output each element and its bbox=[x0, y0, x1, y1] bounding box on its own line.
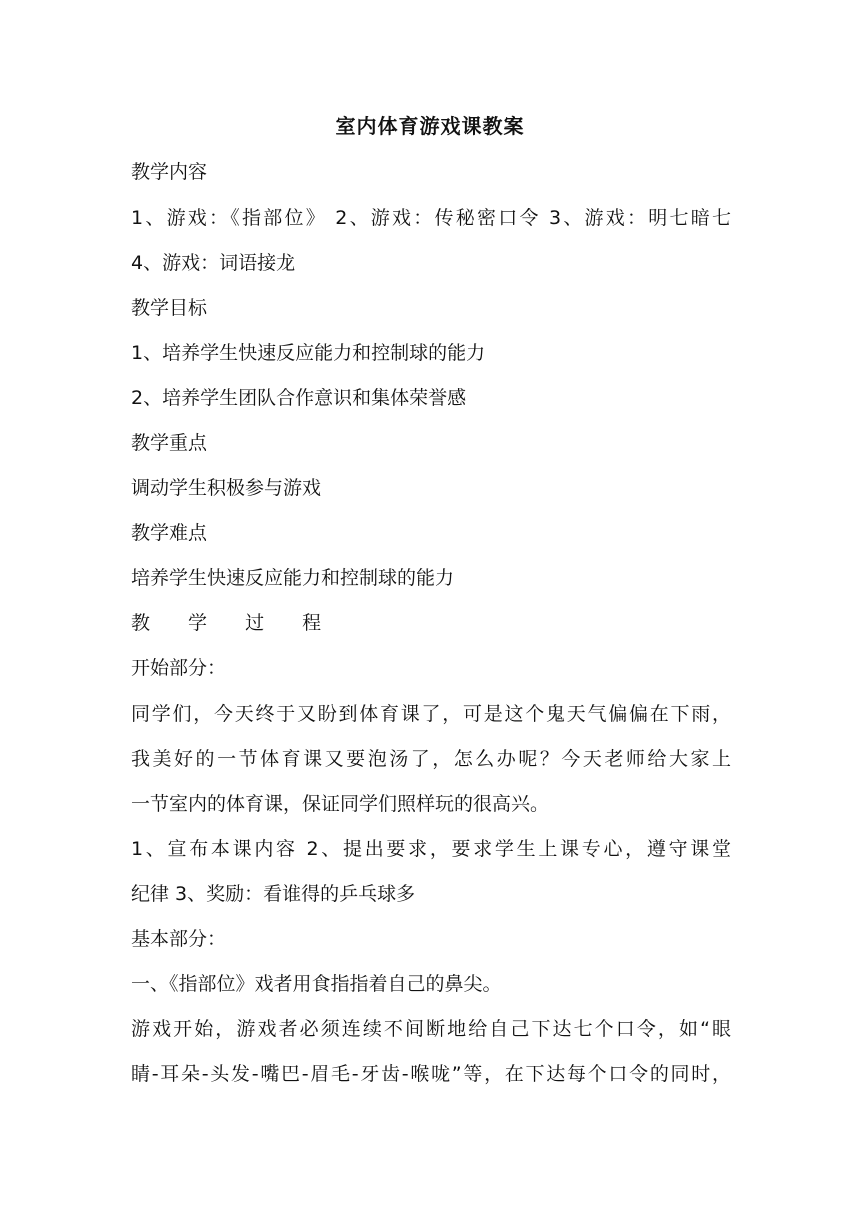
paragraph-line: 1、宣布本课内容 2、提出要求，要求学生上课专心，遵守课堂 bbox=[131, 838, 731, 860]
section-heading-opening: 开始部分： bbox=[131, 657, 227, 679]
paragraph-line: 调动学生积极参与游戏 bbox=[131, 477, 322, 499]
paragraph-line: 2、培养学生团队合作意识和集体荣誉感 bbox=[131, 387, 467, 409]
paragraph-line: 一节室内的体育课，保证同学们照样玩的很高兴。 bbox=[131, 793, 550, 815]
paragraph-line: 游戏开始，游戏者必须连续不间断地给自己下达七个口令，如“眼 bbox=[131, 1018, 731, 1040]
document-title: 室内体育游戏课教案 bbox=[335, 114, 525, 138]
section-heading-process: 教 学 过 程 bbox=[131, 612, 338, 634]
paragraph-line: 我美好的一节体育课又要泡汤了，怎么办呢？今天老师给大家上 bbox=[131, 748, 731, 770]
paragraph-line: 纪律 3、奖励：看谁得的乒乓球多 bbox=[131, 883, 416, 905]
paragraph-line: 1、培养学生快速反应能力和控制球的能力 bbox=[131, 342, 486, 364]
section-heading-key-points: 教学重点 bbox=[131, 432, 208, 454]
section-heading-content: 教学内容 bbox=[131, 161, 208, 183]
section-heading-goals: 教学目标 bbox=[131, 297, 208, 319]
paragraph-line: 培养学生快速反应能力和控制球的能力 bbox=[131, 567, 455, 589]
paragraph-line: 4、游戏：词语接龙 bbox=[131, 252, 296, 274]
section-heading-main: 基本部分： bbox=[131, 928, 227, 950]
paragraph-line: 1、游戏：《指部位》 2、游戏：传秘密口令 3、游戏：明七暗七 bbox=[131, 207, 731, 229]
paragraph-line: 同学们，今天终于又盼到体育课了，可是这个鬼天气偏偏在下雨， bbox=[131, 703, 731, 725]
paragraph-line: 睛-耳朵-头发-嘴巴-眉毛-牙齿-喉咙”等，在下达每个口令的同时， bbox=[131, 1063, 731, 1085]
section-heading-difficulties: 教学难点 bbox=[131, 522, 208, 544]
paragraph-line: 一、《指部位》戏者用食指指着自己的鼻尖。 bbox=[131, 973, 502, 995]
